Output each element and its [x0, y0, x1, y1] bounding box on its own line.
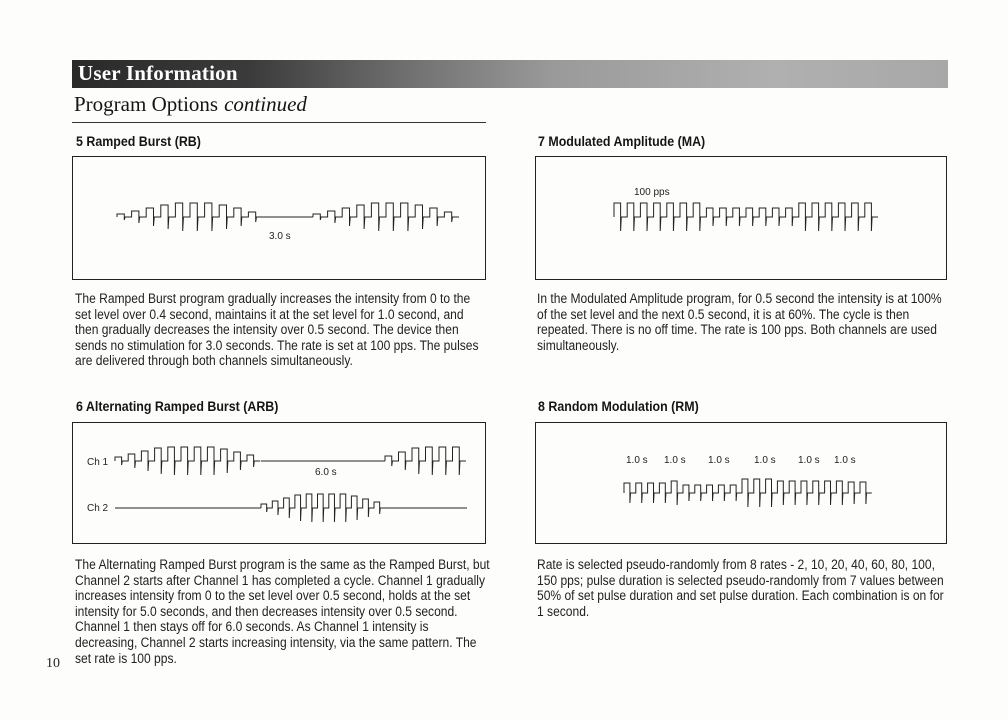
page-number: 10 [46, 656, 60, 671]
rb-waveform [73, 157, 485, 279]
rb-off-label: 3.0 s [269, 231, 291, 242]
ma-description: In the Modulated Amplitude program, for 0.5 second the intensity is at 100% of the set level and the next 0.5 second, it is at 60%. The cycle is then repeated. There is no off time. The rate is 100 pps. Both channels are used simultaneously. [537, 291, 942, 353]
ma-diagram [535, 156, 947, 280]
ma-rate-label: 100 pps [634, 187, 670, 198]
rm-diagram [535, 422, 947, 544]
header-title: User Information [78, 61, 238, 85]
title-rule [72, 122, 486, 123]
arb-off-label: 6.0 s [315, 467, 337, 478]
rb-diagram [72, 156, 486, 280]
rm-duration-label-4: 1.0 s [754, 455, 776, 466]
arb-ch1-pulse-train-1 [115, 447, 260, 475]
rb-pulse-train-2 [313, 203, 459, 231]
page-title-main: Program Options [74, 92, 219, 116]
rb-description: The Ramped Burst program gradually increases the intensity from 0 to the set level over 0.4 second, maintains it at the set level for 1.0 second, and then gradually decreases the intensity over 0.5 second. The device then sends no stimulation for 3.0 seconds. The rate is set at 100 pps. The pulses are delivered through both channels simultaneously. [75, 291, 479, 369]
rm-description: Rate is selected pseudo-randomly from 8 rates - 2, 10, 20, 40, 60, 80, 100, 150 pps; pulse duration is selected pseudo-randomly from 7 values between 50% of set pulse duration and set pulse duration. Each combination is on for 1 second. [537, 557, 944, 619]
arb-description: The Alternating Ramped Burst program is the same as the Ramped Burst, but Channel 2 starts after Channel 1 has completed a cycle. Channel 1 gradually increases intensity from 0 to the set level over 0.5 second, holds at the set intensity for 5.0 seconds, and then decreases intensity over 0.5 second. Channel 1 then stays off for 6.0 seconds. As Channel 1 intensity is decreasing, Channel 2 starts increasing intensity, via the same pattern. The set rate is 100 pps. [75, 557, 490, 666]
page-title [74, 92, 307, 117]
rb-heading: 5 Ramped Burst (RB) [76, 134, 201, 149]
arb-waveform [73, 423, 485, 543]
rm-waveform [536, 423, 946, 543]
rm-pulse-train [624, 479, 872, 507]
rm-heading: 8 Random Modulation (RM) [538, 399, 699, 414]
rm-duration-label-1: 1.0 s [626, 455, 648, 466]
ma-pulse-train [614, 203, 878, 231]
arb-heading: 6 Alternating Ramped Burst (ARB) [76, 399, 279, 414]
arb-ch2-label: Ch 2 [87, 503, 109, 514]
ma-heading: 7 Modulated Amplitude (MA) [538, 134, 706, 149]
rm-duration-label-5: 1.0 s [798, 455, 820, 466]
rb-pulse-train-1 [117, 203, 263, 231]
arb-diagram [72, 422, 486, 544]
page-title-continued: continued [224, 92, 307, 116]
arb-ch1-pulse-train-2 [385, 447, 466, 475]
arb-ch1-label: Ch 1 [87, 457, 109, 468]
arb-ch2-pulse-train [261, 494, 385, 522]
rm-duration-label-3: 1.0 s [708, 455, 730, 466]
ma-waveform [536, 157, 946, 279]
header-bar [72, 60, 948, 88]
rm-duration-label-2: 1.0 s [664, 455, 686, 466]
rm-duration-label-6: 1.0 s [834, 455, 856, 466]
